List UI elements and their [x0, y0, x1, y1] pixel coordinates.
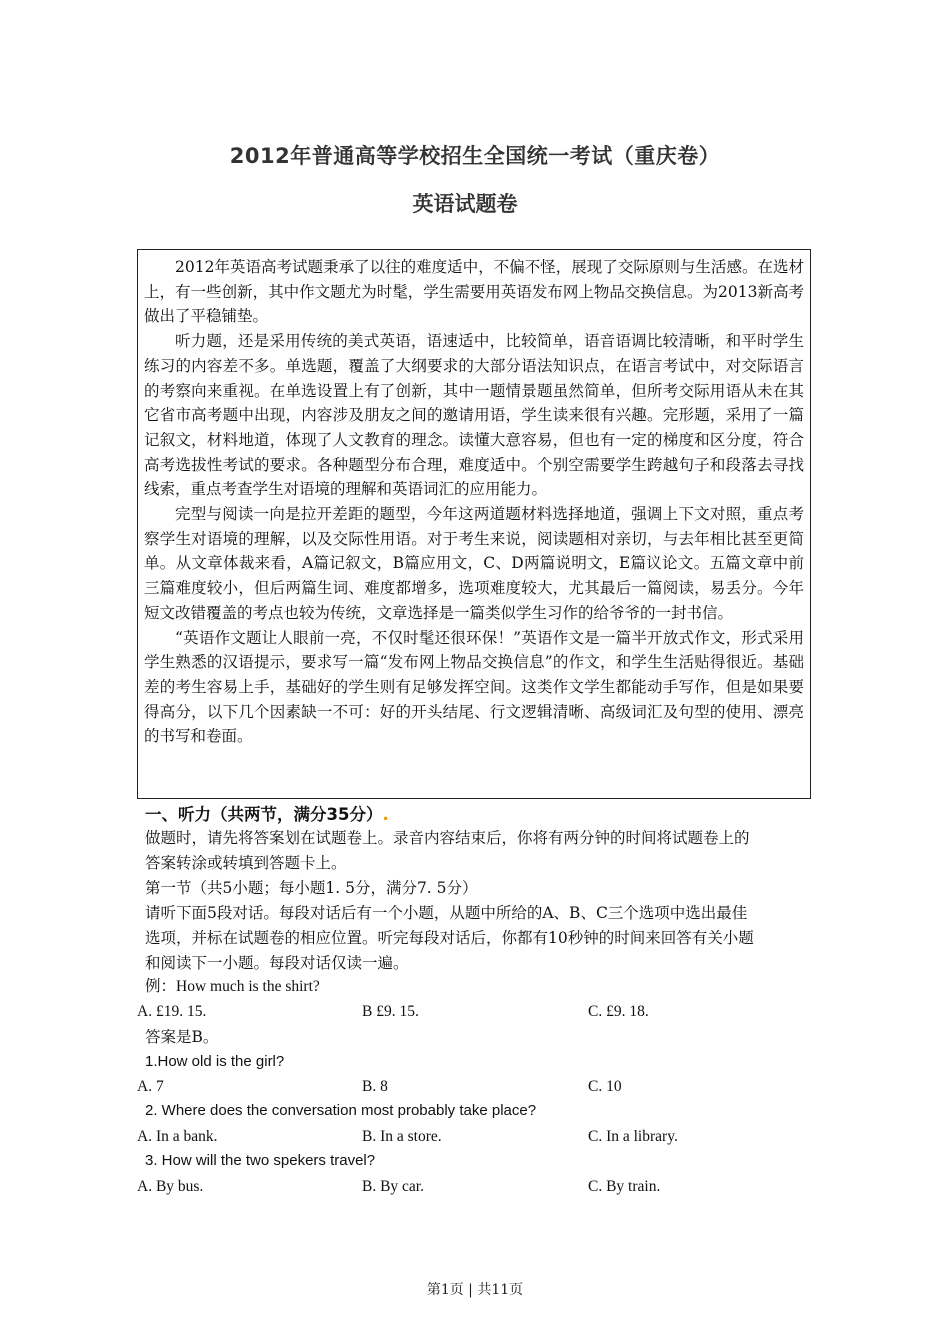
intro-paragraph: 完型与阅读一向是拉开差距的题型，今年这两道题材料选择地道，强调上下文对照，重点考察学生对语境的理解，以及交际性用语。对于考生来说，阅读题相对亲切，与去年相比甚至更简单。从文章体裁来看，A篇记叙文，B篇应用文，C、D两篇说明文，E篇议论文。五篇文章中前三篇难度较小，但后两篇生词、难度都增多，选项难度较大，尤其最后一篇阅读，易丢分。今年短文改错覆盖的考点也较为传统，文章选择是一篇类似学生习作的给爷爷的一封书信。 — [144, 505, 804, 622]
section-heading-text: 一、听力（共两节，满分35分） — [145, 805, 383, 824]
instruction-line: 答案转涂或转填到答题卡上。 — [145, 854, 347, 872]
q1-option-b: B. 8 — [362, 1078, 388, 1095]
section-heading-dot: . — [382, 805, 389, 824]
q2-option-b: B. In a store. — [362, 1128, 442, 1145]
exam-subtitle: 英语试题卷 — [412, 192, 518, 216]
question-3: 3. How will the two spekers travel? — [145, 1152, 376, 1169]
q3-option-a: A. By bus. — [137, 1178, 204, 1195]
intro-paragraph: “英语作文题让人眼前一亮，不仅时髦还很环保！”英语作文是一篇半开放式作文，形式采用学生熟悉的汉语提示，要求写一篇“发布网上物品交换信息”的作文，和学生生活贴得很近。基础差的考生容易上手，基础好的学生则有足够发挥空间。这类作文学生都能动手写作，但是如果要得高分，以下几个因素缺一不可：好的开头结尾、行文逻辑清晰、高级词汇及句型的使用、漂亮的书写和卷面。 — [144, 628, 804, 746]
q2-option-a: A. In a bank. — [137, 1128, 218, 1145]
part-heading: 第一节（共5小题；每小题1. 5分，满分7. 5分） — [145, 879, 478, 897]
page-footer: 第1页 | 共11页 — [426, 1282, 524, 1298]
instruction-line: 请听下面5段对话。每段对话后有一个小题，从题中所给的A、B、C三个选项中选出最佳 — [145, 904, 748, 922]
intro-paragraph: 2012年英语高考试题秉承了以往的难度适中，不偏不怪，展现了交际原则与生活感。在选材上，有一些创新，其中作文题尤为时髦，学生需要用英语发布网上物品交换信息。为2013新高考做出了平稳铺垫。 — [144, 258, 804, 326]
exam-title: 2012年普通高等学校招生全国统一考试（重庆卷） — [229, 144, 721, 168]
instruction-line: 和阅读下一小题。每段对话仅读一遍。 — [145, 954, 409, 972]
q2-option-c: C. In a library. — [588, 1128, 678, 1145]
instruction-line: 选项，并标在试题卷的相应位置。听完每段对话后，你都有10秒钟的时间来回答有关小题 — [145, 929, 754, 947]
q3-option-b: B. By car. — [362, 1178, 424, 1195]
example-option-b: B £9. 15. — [362, 1003, 419, 1020]
instruction-line: 做题时，请先将答案划在试题卷上。录音内容结束后，你将有两分钟的时间将试题卷上的 — [145, 829, 750, 847]
example-option-c: C. £9. 18. — [588, 1003, 649, 1020]
question-2: 2. Where does the conversation most probably take place? — [145, 1102, 537, 1119]
question-1: 1.How old is the girl? — [145, 1053, 285, 1070]
example-option-a: A. £19. 15. — [137, 1003, 207, 1020]
section-heading — [145, 801, 389, 825]
example-answer: 答案是B。 — [145, 1028, 219, 1046]
q1-option-a: A. 7 — [137, 1078, 164, 1095]
intro-paragraph: 听力题，还是采用传统的美式英语，语速适中，比较简单，语音语调比较清晰，和平时学生练习的内容差不多。单选题，覆盖了大纲要求的大部分语法知识点，在语言考试中，对交际语言的考察向来重视。在单选设置上有了创新，其中一题情景题虽然简单，但所考交际用语从未在其它省市高考题中出现，内容涉及朋友之间的邀请用语，学生读来很有兴趣。完形题，采用了一篇记叙文，材料地道，体现了人文教育的理念。读懂大意容易，但也有一定的梯度和区分度，符合高考选拔性考试的要求。各种题型分布合理，难度适中。个别空需要学生跨越句子和段落去寻找线索，重点考查学生对语境的理解和英语词汇的应用能力。 — [144, 332, 804, 499]
intro-box — [137, 249, 811, 799]
q1-option-c: C. 10 — [588, 1078, 622, 1095]
example-question: 例：How much is the shirt? — [145, 978, 320, 995]
q3-option-c: C. By train. — [588, 1178, 661, 1195]
